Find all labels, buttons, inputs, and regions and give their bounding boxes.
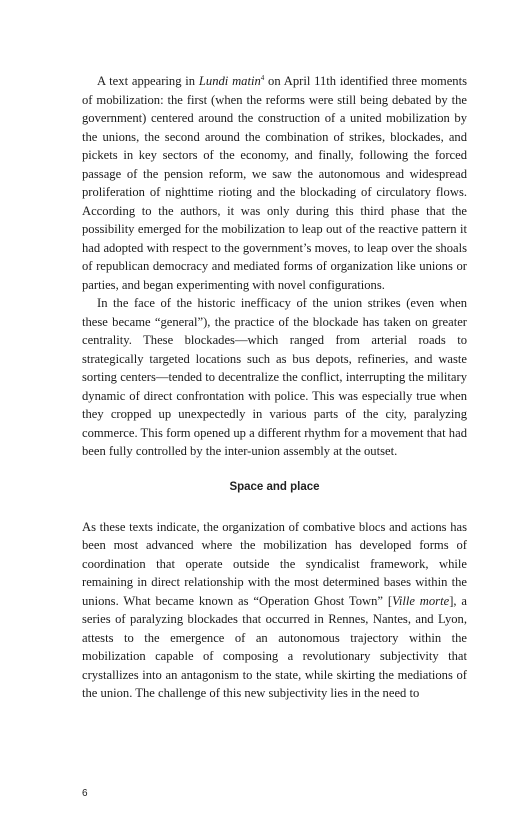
paragraph-lundi-matin (82, 72, 467, 294)
paragraph-1-rest: on April 11th identified three moments of mobilization: the first (when the reforms were still being debated by the government) centered around the construction of a united mobilization by the unions, the second around the combination of strikes, blockades, and pickets in key sectors of the economy, and finally, following the forced passage of the pension reform, we saw the autonomous and widespread proliferation of nighttime rioting and the blockading of circulatory flows. According to the authors, it was only during this third phase that the possibility emerged for the mobilization to leap out of the reactive pattern it had adopted with respect to the government’s moves, to leap over the shoals of republican democracy and mediated forms of organization like unions or parties, and began experimenting with novel configurations. (82, 74, 467, 292)
lundi-matin-title: Lundi matin (198, 74, 261, 88)
paragraph-space-and-place (82, 518, 467, 703)
section-heading: Space and place (229, 480, 320, 493)
paragraph-3-rest: ], a series of paralyzing blockades that occurred in Rennes, Nantes, and Lyon, attests to the emergence of an autonomous trajectory within the mobilization capable of composing a revolutionary subjectivity that crystallizes into an antagonism to the state, while skirting the mediations of the union. The challenge of this new subjectivity lies in the need to (82, 593, 467, 700)
page-number: 6 (82, 788, 88, 799)
paragraph-1-start: A text appearing in (97, 74, 199, 88)
ville-morte-italic: Ville morte (392, 593, 450, 608)
paragraph-blockades: In the face of the historic inefficacy of the union strikes (even when these became “general”), the practice of the blockade has taken on greater centrality. These blockades—which ranged from arterial roads to strategically targeted locations such as bus depots, refineries, and waste sorting centers—tended to decentralize the conflict, interrupting the military dynamic of direct confrontation with police. This was especially true when they cropped up unexpectedly in various parts of the city, paralyzing commerce. This form opened up a different rhythm for a movement that had been fully controlled by the inter-union assembly at the outset. (82, 296, 467, 458)
page-body (82, 72, 467, 703)
footnote-ref[interactable]: 4 (260, 74, 265, 82)
paragraph-3-start: As these texts indicate, the organization of combative blocs and actions has been most advanced where the mobilization has developed forms of coordination that operate outside the syndicalist framework, while remaining in direct relationship with the most determined bases within the unions. What became known as “Operation Ghost Town” [ (82, 519, 467, 608)
